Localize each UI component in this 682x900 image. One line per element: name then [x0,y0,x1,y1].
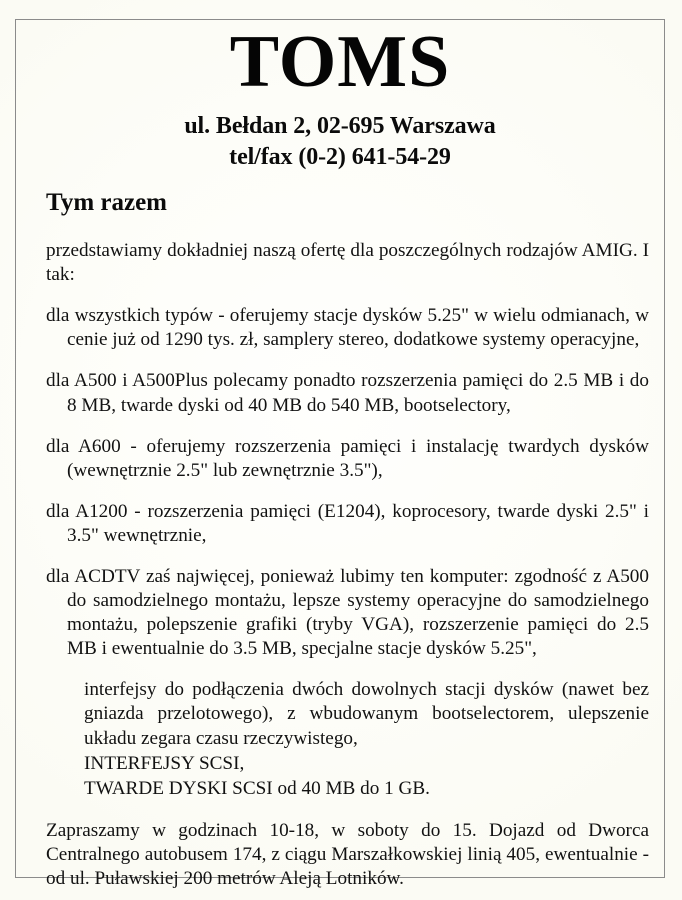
company-name-heading: TOMS [229,21,451,103]
offer-item-acdtv: dla ACDTV zaś najwięcej, ponieważ lubimy ten komputer: zgodność z A500 do samodzielnego montażu, lepsze systemy operacyjne do samodzielnego montażu, polepszenie grafiki (tryby VGA), rozszerzenie pamięci do 2.5 MB i ewentualnie do 3.5 MB, specjalne stacje dysków 5.25", [46,565,649,660]
company-phone: tel/fax (0-2) 641-54-29 [229,143,451,170]
offer-item-a1200: dla A1200 - rozszerzenia pamięci (E1204), koprocesory, twarde dyski 2.5" i 3.5" wewnętrznie, [46,500,649,546]
advertisement-content [31,21,649,891]
offer-subitem-scsi-interfaces: INTERFEJSY SCSI, [84,752,245,774]
offer-item-all-models: dla wszystkich typów - oferujemy stacje dysków 5.25" w wielu odmianach, w cenie już od 1290 tys. zł, samplery stereo, dodatkowe systemy operacyjne, [46,305,649,351]
offer-subitem-interfaces: interfejsy do podłączenia dwóch dowolnych stacji dysków (nawet bez gniazda przelotowego), z wbudowanym bootselectorem, ulepszenie układu zegara czasu rzeczywistego, [84,679,649,749]
offer-subitem-scsi-drives: TWARDE DYSKI SCSI od 40 MB do 1 GB. [84,777,430,799]
offer-item-a600: dla A600 - oferujemy rozszerzenia pamięci i instalację twardych dysków (wewnętrznie 2.5" lub zewnętrznie 3.5"), [46,435,649,481]
company-address: ul. Bełdan 2, 02-695 Warszawa [184,112,496,139]
offer-body [31,217,649,891]
advertisement-frame [15,19,665,890]
closing-paragraph: Zapraszamy w godzinach 10-18, w soboty do 15. Dojazd od Dworca Centralnego autobusem 174, z ciągu Marszałkowskiej linią 405, ewentualnie - od ul. Puławskiej 200 metrów Aleją Lotników. [46,819,649,890]
intro-paragraph: przedstawiamy dokładniej naszą ofertę dla poszczególnych rodzajów AMIG. I tak: [46,240,649,286]
section-heading: Tym razem [46,189,168,217]
offer-item-a500: dla A500 i A500Plus polecamy ponadto rozszerzenia pamięci do 2.5 MB i do 8 MB, twarde dyski od 40 MB do 540 MB, bootselectory, [46,370,649,416]
